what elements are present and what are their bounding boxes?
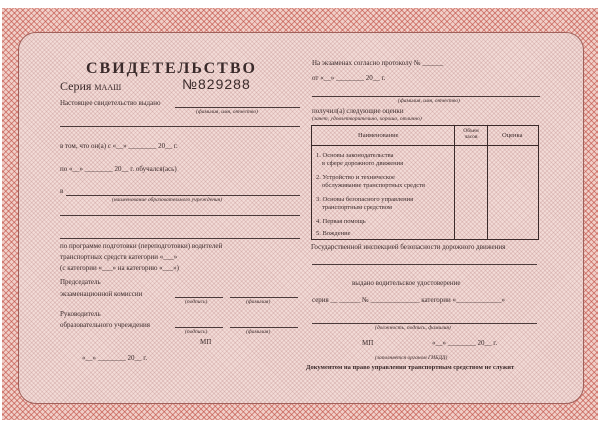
series [60,79,121,94]
chair-surname-line [230,297,298,298]
filled-by-caption: (заполняется органом ГИБДД) [375,355,448,361]
from-date: в том, что он(а) с «__» ________ 20__ г. [60,142,178,150]
to-date: по «__» ________ 20__ г. обучался(ась) [60,165,177,173]
position-line [312,323,537,324]
position-caption: (должность, подпись, фамилия) [375,325,451,331]
row-text: 1. Основы законодательства [316,152,394,159]
issue-date-right: «__» ________ 20__ г. [432,339,498,347]
certificate-title: СВИДЕТЕЛЬСТВО [86,60,257,77]
column-divider [487,126,488,239]
certificate-number: №829288 [182,76,251,92]
grades-caption: (зачет, удовлетворительно, хорошо, отлично) [312,116,422,122]
column-divider [454,126,455,239]
program-line-2: транспортных средств категории «___» [60,253,178,261]
row-text: 2. Устройство и техническое [316,174,395,181]
fio-caption: (фамилия, имя, отчество) [196,109,258,115]
series-value: МААШ [94,83,122,92]
issued-to-label: Настоящее свидетельство выдано [60,99,161,107]
series-label: Серия [60,79,92,93]
table-row [316,196,413,212]
chair-signature-caption: (подпись) [185,299,208,305]
row-text: 3. Основы безопасного управления [316,196,414,203]
chair-surname-caption: (фамилия) [246,299,271,305]
table-row [316,174,425,190]
header-name: Наименование [358,132,399,139]
received-label: получил(а) следующие оценки [312,107,404,115]
fio-line [175,107,300,108]
license-series-line: серия __ ______ № ______________ категории «_____________» [312,296,506,304]
inspection-line [312,264,537,265]
grades-table [311,125,539,240]
institution-caption: (наименование образовательного учреждения) [112,197,223,203]
license-issued-label: выдано водительское удостоверение [352,279,461,287]
fio-line-right [312,96,540,97]
head-surname-line [230,327,298,328]
program-line-1: по программе подготовки (переподготовки) водителей [60,242,223,250]
stamp-left: МП [200,338,212,346]
disclaimer: Документом на право управления транспортным средством не служит [306,364,515,371]
head-label-2: образовательного учреждения [60,321,150,329]
fio-caption-right: (фамилия, имя, отчество) [398,98,460,104]
in-label: в [60,187,64,195]
chair-signature-line [175,297,223,298]
table-row [316,152,403,168]
protocol-date: от «__» ________ 20__ г. [312,74,386,82]
head-label-1: Руководитель [60,310,101,318]
stamp-right: МП [362,339,374,347]
table-row: 4. Первая помощь [316,218,366,225]
issue-date-left: «__» ________ 20__ г. [82,354,148,362]
fio-line-2 [60,126,300,127]
institution-line [66,195,300,196]
head-surname-caption: (фамилия) [246,329,271,335]
protocol-label: На экзаменах согласно протоколу № ______ [312,59,444,67]
program-line-3: (с категории «___» на категорию «___») [60,264,180,272]
chair-label-1: Председатель [60,278,101,286]
row-text: в сфере дорожного движения [322,160,404,168]
institution-line-3 [60,238,300,239]
row-text: транспортным средством [322,204,392,212]
header-grade: Оценка [502,132,523,139]
inspection-label: Государственной инспекцией безопасности дорожного движения [311,243,506,251]
header-hours: Объем часов [463,128,479,141]
table-row: 5. Вождение [316,230,351,237]
row-text: обслуживание транспортных средств [322,182,426,190]
head-signature-line [175,327,223,328]
chair-label-2: экзаменационной комиссии [60,290,143,298]
head-signature-caption: (подпись) [185,329,208,335]
institution-line-2 [60,215,300,216]
